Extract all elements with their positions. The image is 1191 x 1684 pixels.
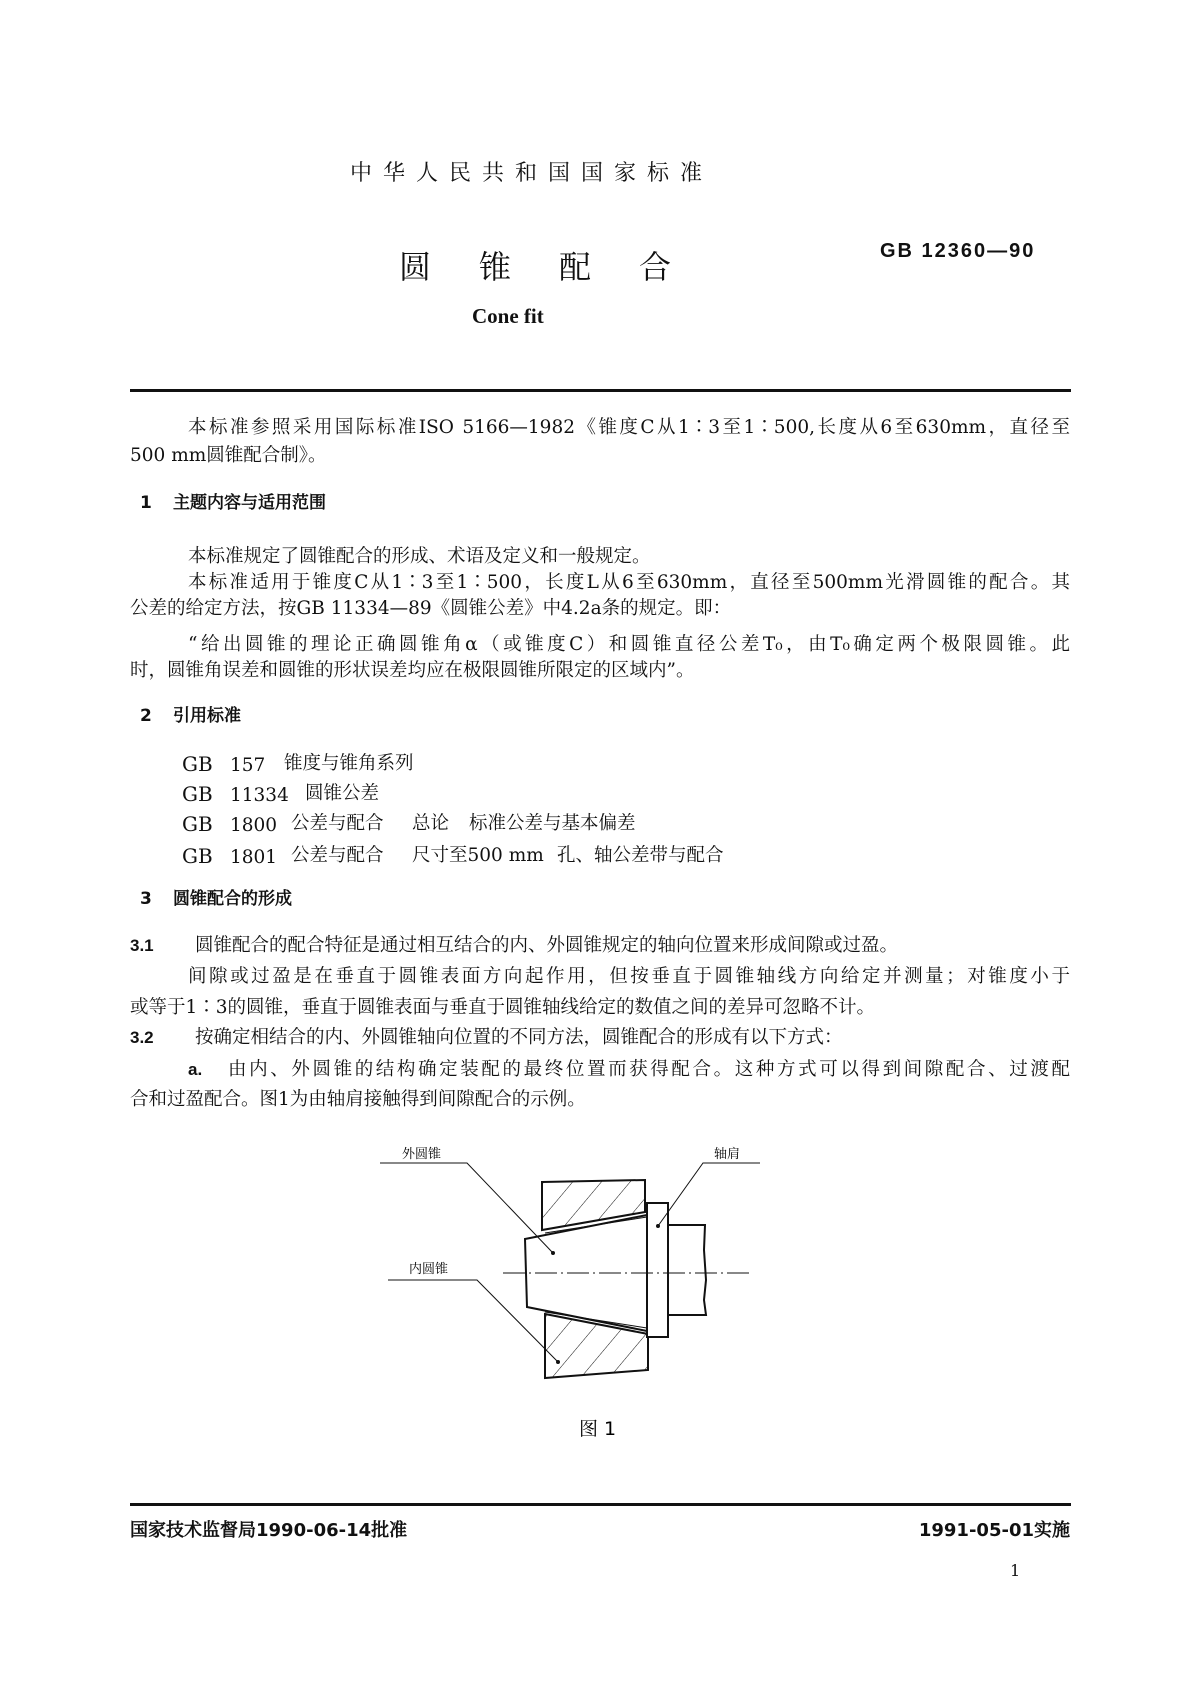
ref-prefix: GB: [182, 812, 213, 836]
section-2-number: 2: [140, 706, 152, 726]
section-1-quote: 时，圆锥角误差和圆锥的形状误差均应在极限圆锥所限定的区域内”。: [130, 660, 695, 681]
clause-3-1-text: 圆锥配合的配合特征是通过相互结合的内、外圆锥规定的轴向位置来形成间隙或过盈。: [195, 935, 899, 956]
ref-prefix: GB: [182, 844, 213, 868]
ref-title: 尺寸至500 mm: [412, 845, 544, 866]
page-title: 圆锥配合: [399, 248, 720, 286]
ref-title: 公差与配合: [291, 845, 384, 866]
approval-date: 国家技术监督局1990-06-14批准: [130, 1520, 408, 1541]
clause-3-1-number: 3.1: [130, 936, 154, 955]
label-inner-cone: 内圆锥: [409, 1262, 449, 1277]
clause-3-2-number: 3.2: [130, 1028, 154, 1047]
item-a-text: 由内、外圆锥的结构确定装配的最终位置而获得配合。这种方式可以得到间隙配合、过渡配: [228, 1059, 1070, 1080]
figure-caption: 图 1: [579, 1418, 617, 1440]
section-2-heading: 引用标准: [173, 706, 241, 726]
clause-3-1-text: 间隙或过盈是在垂直于圆锥表面方向起作用，但按垂直于圆锥轴线方向给定并测量；对锥度小于: [188, 966, 1070, 987]
ref-title: 标准公差与基本偏差: [469, 813, 636, 834]
ref-title: 孔、轴公差带与配合: [557, 845, 724, 866]
intro-line-1: 本标准参照采用国际标准ISO 5166—1982《锥度C从1∶3至1∶500,长度从6至630mm，直径至: [188, 417, 1070, 438]
ref-prefix: GB: [182, 752, 213, 776]
english-title: Cone fit: [472, 304, 544, 328]
label-outer-cone: 外圆锥: [402, 1147, 442, 1162]
section-1-para: 本标准适用于锥度C从1∶3至1∶500，长度L从6至630mm，直径至500mm光滑圆锥的配合。其: [188, 572, 1070, 593]
ref-title: 圆锥公差: [305, 783, 380, 804]
standard-code: GB 12360—90: [880, 240, 1036, 262]
section-3-number: 3: [140, 889, 152, 909]
clause-3-2-text: 按确定相结合的内、外圆锥轴向位置的不同方法，圆锥配合的形成有以下方式：: [195, 1027, 843, 1048]
section-1-para: 公差的给定方法，按GB 11334—89《圆锥公差》中4.2a条的规定。即：: [130, 598, 732, 619]
ref-title: 总论: [412, 813, 450, 834]
ref-number: 1800: [230, 815, 278, 836]
ref-title: 公差与配合: [291, 813, 384, 834]
shaft: [668, 1225, 706, 1315]
effective-date: 1991-05-01实施: [918, 1520, 1070, 1541]
header-rule: [130, 389, 1071, 392]
label-shoulder: 轴肩: [714, 1147, 741, 1162]
figure-1-cone-fit-diagram: [300, 1130, 800, 1460]
page-number: 1: [1010, 1561, 1021, 1580]
standard-org-heading: 中华人民共和国国家标准: [350, 161, 714, 186]
leader-shoulder: [657, 1163, 761, 1228]
ref-title: 锥度与锥角系列: [284, 753, 414, 774]
intro-line-2: 500 mm圆锥配合制》。: [130, 445, 327, 466]
section-3-heading: 圆锥配合的形成: [173, 889, 292, 909]
section-1-number: 1: [140, 493, 152, 513]
ref-prefix: GB: [182, 782, 213, 806]
section-1-heading: 主题内容与适用范围: [173, 493, 326, 513]
ref-number: 1801: [230, 847, 278, 868]
ref-number: 11334: [230, 785, 289, 806]
footer-rule: [130, 1503, 1071, 1506]
section-1-para: 本标准规定了圆锥配合的形成、术语及定义和一般规定。: [188, 546, 651, 567]
shaft-shoulder: [647, 1203, 668, 1337]
section-1-quote: “给出圆锥的理论正确圆锥角α（或锥度C）和圆锥直径公差T₀，由T₀确定两个极限圆锥。此: [188, 634, 1070, 655]
clause-3-1-text: 或等于1∶3的圆锥，垂直于圆锥表面与垂直于圆锥轴线给定的数值之间的差异可忽略不计。: [130, 997, 876, 1018]
item-a-text: 合和过盈配合。图1为由轴肩接触得到间隙配合的示例。: [130, 1089, 586, 1110]
ref-number: 157: [230, 755, 266, 776]
item-a-label: a.: [188, 1060, 203, 1079]
